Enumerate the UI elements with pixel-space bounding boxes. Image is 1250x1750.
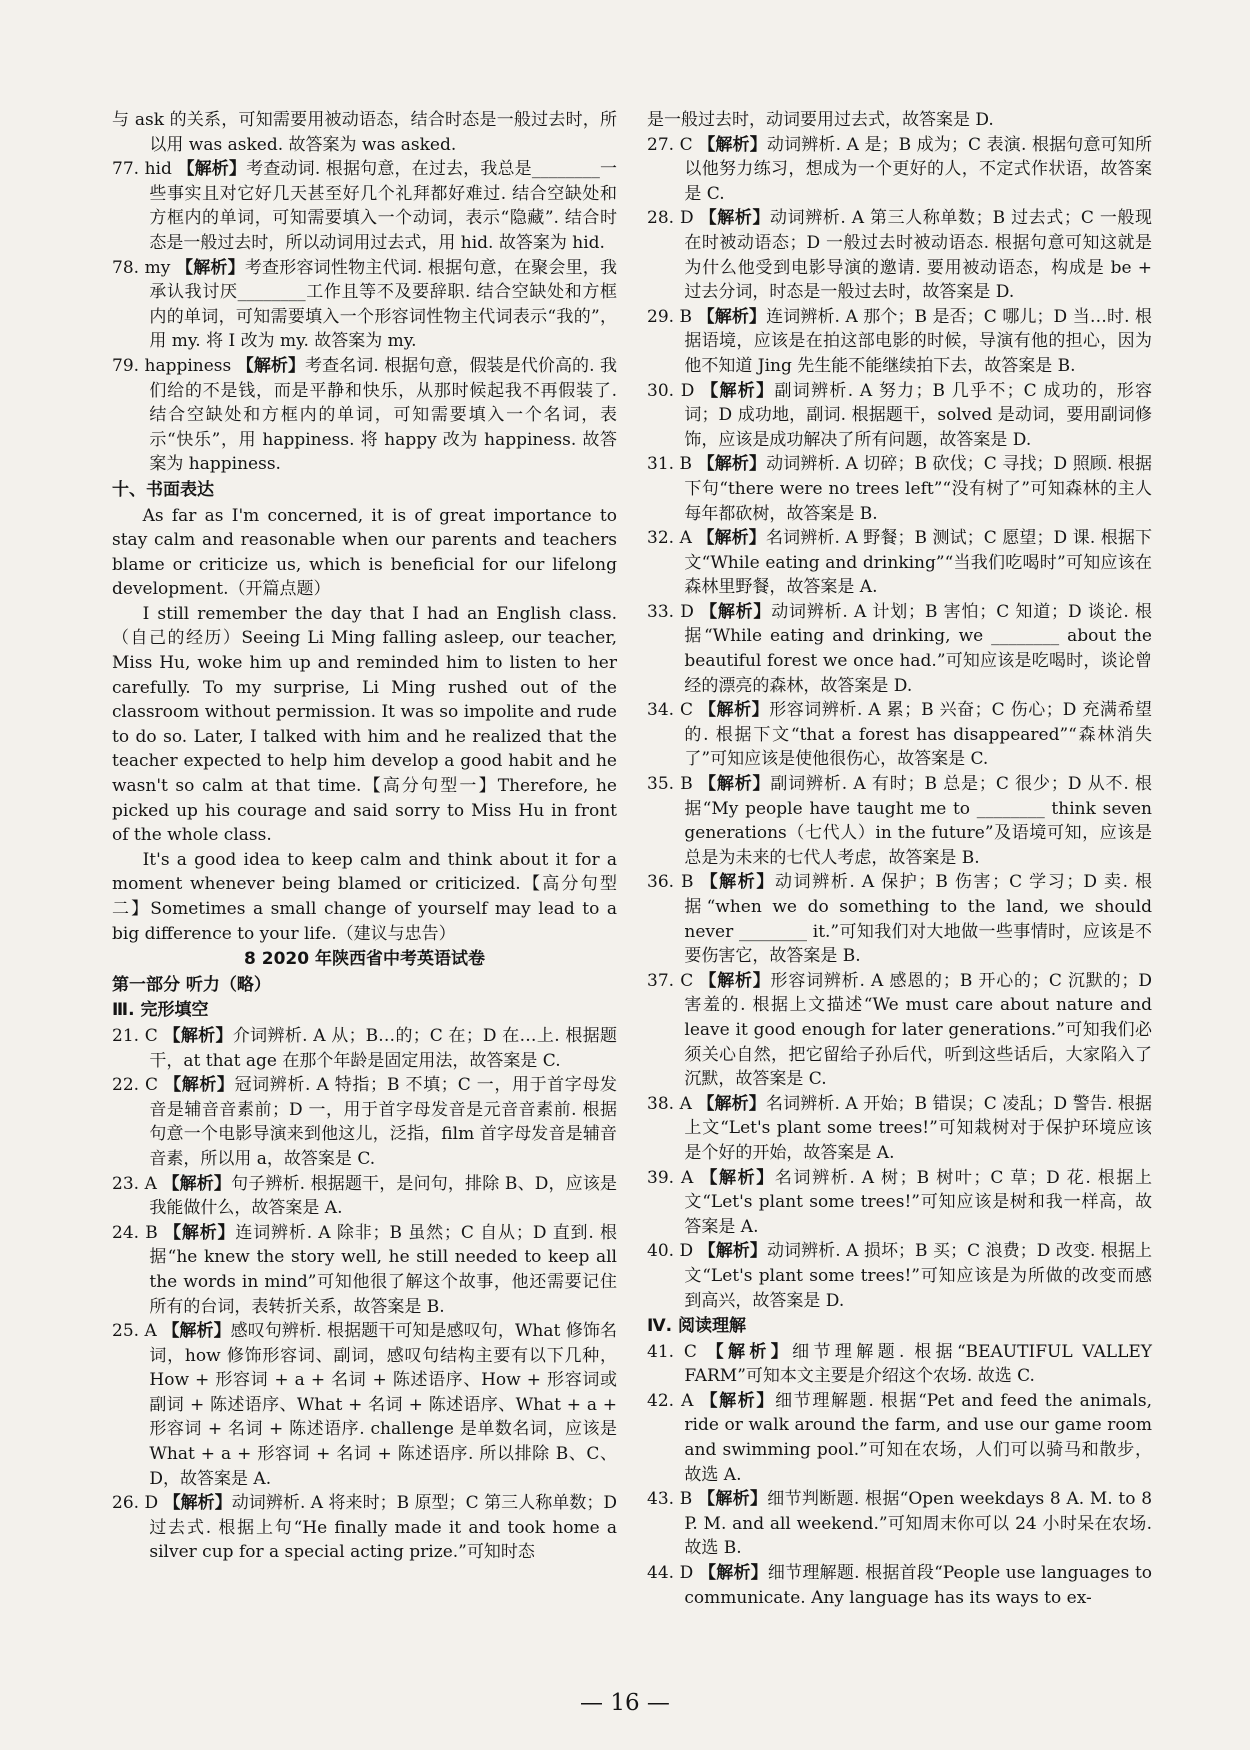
analysis-tag: 【解析】 <box>698 1563 768 1584</box>
analysis-tag: 【解析】 <box>162 1321 231 1342</box>
answer-item <box>112 1073 617 1171</box>
analysis-tag: 【解析】 <box>176 257 245 278</box>
answer-item <box>112 1319 617 1491</box>
analysis-tag: 【解析】 <box>698 134 767 155</box>
answer-text: 介词辨析. A 从；B…的；C 在；D 在…上. 根据题干，at that age 在那个年龄是固定用法，故答案是 C. <box>149 1025 618 1071</box>
section-heading: 十、书面表达 <box>112 479 214 500</box>
answer-number: 24. B <box>112 1222 158 1243</box>
answer-text: 形容词辨析. A 累；B 兴奋；C 伤心；D 充满希望的. 根据下文“that a forest has disappeared”“森林消失了”可知应该是使他很伤心，故答案是 C. <box>684 700 1153 770</box>
answer-text: 细节理解题. 根据首段“People use languages to communicate. Any language has its ways to ex- <box>684 1563 1153 1608</box>
answer-text: 动词辨析. A 损坏；B 买；C 浪费；D 改变. 根据上文“Let's plant some trees!”可知应该是为所做的改变而感到高兴，故答案是 D. <box>684 1241 1153 1311</box>
answer-text: 动词辨析. A 将来时；B 原型；C 第三人称单数；D 过去式. 根据上句“He finally made it and took home a silver cup for a special acting prize.”可知时态 <box>149 1493 618 1563</box>
essay-paragraph: I still remember the day that I had an English class.（自己的经历）Seeing Li Ming falling asleep, our teacher, Miss Hu, woke him up and reminded him to listen to her carefully. To my surprise, Li Ming rushed out of the classroom without permission. It was so impolite and rude to do so. Later, I talked with him and he realized that the teacher expected to help him develop a good habit and he wasn't so calm at that time.【高分句型一】Therefore, he picked up his courage and said sorry to Miss Hu in front of the whole class. <box>112 603 617 846</box>
answer-item <box>647 526 1152 600</box>
answer-number: 21. C <box>112 1025 158 1046</box>
answer-text: 名词辨析. A 野餐；B 测试；C 愿望；D 课. 根据下文“While eating and drinking”“当我们吃喝时”可知应该在森林里野餐，故答案是 A. <box>684 528 1153 598</box>
answer-item <box>647 108 1152 133</box>
answer-item <box>647 206 1152 304</box>
analysis-tag: 【解析】 <box>698 1241 767 1262</box>
analysis-tag: 【解析】 <box>699 970 771 991</box>
answer-item <box>647 133 1152 207</box>
answer-text: 副词辨析. A 有时；B 总是；C 很少；D 从不. 根据“My people have taught me to ________ think seven generations（七代人）in the future”及语境可知，应该是总是为未来的七代人考虑，故答案是 B. <box>684 774 1153 868</box>
answer-item <box>112 256 617 354</box>
answer-item <box>647 772 1152 870</box>
answer-number: 27. C <box>647 134 693 155</box>
answer-item <box>647 1166 1152 1240</box>
analysis-tag: 【解析】 <box>699 208 771 229</box>
answer-text: 动词辨析. A 保护；B 伤害；C 学习；D 卖. 根据“when we do something to the land, we should never ________ it.”可知我们对大地做一些事情时，应该是不要伤害它，故答案是 B. <box>684 872 1152 967</box>
right-column <box>647 108 1152 1610</box>
analysis-tag: 【解析】 <box>177 159 247 180</box>
analysis-tag: 【解析】 <box>697 306 767 327</box>
answer-text: 名词辨析. A 开始；B 错误；C 凌乱；D 警告. 根据上文“Let's plant some trees!”可知栽树对于保护环境应该是个好的开始，故答案是 A. <box>684 1093 1153 1163</box>
analysis-tag: 【解析】 <box>163 1493 232 1514</box>
answer-number: 38. A <box>647 1093 692 1114</box>
left-column <box>112 108 617 1565</box>
answer-item <box>647 1092 1152 1166</box>
answer-item <box>647 452 1152 526</box>
answer-text: 考查形容词性物主代词. 根据句意，在聚会里，我承认我讨厌________工作且等不及要辞职. 结合空缺处和方框内的单词，可知需要填入一个形容词性物主代词表示“我的”，用 my. 将 I 改为 my. 故答案为 my. <box>149 257 618 352</box>
answer-number: 30. D <box>647 380 695 401</box>
answer-item <box>647 600 1152 698</box>
analysis-tag: 【解析】 <box>164 1075 235 1096</box>
analysis-tag: 【解析】 <box>697 528 766 549</box>
answer-item <box>112 354 617 477</box>
answer-text: 动词辨析. A 计划；B 害怕；C 知道；D 谈论. 根据“While eating and drinking, we ________ about the beautiful forest we once had.”可知应该是吃喝时，谈论曾经的漂亮的森林，故答案是 D. <box>684 601 1153 696</box>
answer-number: 78. my <box>112 257 171 278</box>
answer-number: 31. B <box>647 454 693 475</box>
analysis-tag: 【解析】 <box>162 1173 232 1194</box>
answer-item <box>112 1491 617 1565</box>
answer-text: 细节判断题. 根据“Open weekdays 8 A. M. to 8 P. M. and all weekend.”可知周末你可以 24 小时呆在农场. 故选 B. <box>684 1489 1153 1559</box>
answer-number: 43. B <box>647 1489 693 1510</box>
answer-number: 77. hid <box>112 159 172 180</box>
analysis-tag: 【解析】 <box>700 872 775 893</box>
answer-text: 动词辨析. A 切碎；B 砍伐；C 寻找；D 照顾. 根据下句“there were no trees left”“没有树了”可知森林的主人每年都砍树，故答案是 B. <box>684 454 1153 524</box>
answer-item <box>647 698 1152 772</box>
answer-text: 连词辨析. A 除非；B 虽然；C 自从；D 直到. 根据“he knew the story well, he still needed to keep all the words in mind”可知他很了解这个故事，他还需要记住所有的台词，表转折关系，故答案是 B. <box>149 1222 618 1317</box>
answer-text: 冠词辨析. A 特指；B 不填；C 一，用于首字母发音是辅音音素前；D 一，用于首字母发音是元音音素前. 根据句意一个电影导演来到他这儿，泛指，film 首字母发音是辅音音素，所以用 a，故答案是 C. <box>149 1075 618 1169</box>
answer-item <box>647 305 1152 379</box>
answer-text: 考查动词. 根据句意，在过去，我总是________一些事实且对它好几天甚至好几个礼拜都好难过. 结合空缺处和方框内的单词，可知需要填入一个动词，表示“隐藏”. 结合时态是一般过去时，所以动词用过去式，用 hid. 故答案为 hid. <box>149 159 618 253</box>
answer-text: 细节理解题. 根据“BEAUTIFUL VALLEY FARM”可知本文主要是介绍这个农场. 故选 C. <box>684 1341 1152 1387</box>
section-heading: Ⅳ. 阅读理解 <box>647 1316 747 1337</box>
analysis-tag: 【解析】 <box>701 380 775 401</box>
answer-text: 是一般过去时，动词要用过去式，故答案是 D. <box>647 110 994 130</box>
essay-paragraph: As far as I'm concerned, it is of great importance to stay calm and reasonable when our parents and teachers blame or criticize us, which is beneficial for our lifelong development.（开篇点题） <box>112 505 617 600</box>
answer-text: 与 ask 的关系，可知需要用被动语态，结合时态是一般过去时，所以用 was asked. 故答案为 was asked. <box>112 110 617 155</box>
analysis-tag: 【解析】 <box>164 1222 236 1243</box>
answer-number: 35. B <box>647 774 693 795</box>
answer-item <box>647 969 1152 1092</box>
analysis-tag: 【解析】 <box>700 1390 776 1411</box>
answer-number: 33. D <box>647 601 694 622</box>
answer-item <box>112 1024 617 1073</box>
answer-text: 感叹句辨析. 根据题干可知是感叹句，What 修饰名词，how 修饰形容词、副词，感叹句结构主要有以下几种，How + 形容词 + a + 名词 + 陈述语序、How + 形容词或副词 + 陈述语序、What + 名词 + 陈述语序、What + a + 形容词 + 名词 + 陈述语序. challenge 是单数名词，应该是 What + a + 形容词 + 名词 + 陈述语序. 所以排除 B、C、D，故答案是 A. <box>149 1321 618 1489</box>
answer-item <box>647 870 1152 968</box>
answer-item <box>112 157 617 255</box>
answer-text: 考查名词. 根据句意，假装是代价高的. 我们给的不是钱，而是平静和快乐，从那时候起我不再假装了. 结合空缺处和方框内的单词，可知需要填入一个名词，表示“快乐”，用 happiness. 将 happy 改为 happiness. 故答案为 happiness. <box>149 355 617 475</box>
exam-title: 8 2020 年陕西省中考英语试卷 <box>244 949 485 970</box>
answer-number: 39. A <box>647 1167 694 1188</box>
answer-number: 41. C <box>647 1341 697 1362</box>
section-heading: 第一部分 听力（略） <box>112 974 271 995</box>
answer-text: 连词辨析. A 那个；B 是否；C 哪儿；D 当…时. 根据语境，应该是在拍这部电影的时候，导演有他的担心，因为他不知道 Jing 先生能不能继续拍下去，故答案是 B. <box>684 306 1153 376</box>
answer-number: 34. C <box>647 700 694 721</box>
analysis-tag: 【解析】 <box>698 1489 768 1510</box>
answer-item <box>647 1487 1152 1561</box>
essay-paragraph: It's a good idea to keep calm and think about it for a moment whenever being blamed or criticized.【高分句型二】Sometimes a small change of yourself may lead to a big difference to your life.（建议与忠告） <box>112 849 617 944</box>
answer-text: 句子辨析. 根据题干，是问句，排除 B、D，应该是我能做什么，故答案是 A. <box>149 1173 617 1219</box>
answer-text: 名词辨析. A 树；B 树叶；C 草；D 花. 根据上文“Let's plant some trees!”可知应该是树和我一样高，故答案是 A. <box>684 1167 1153 1237</box>
answer-number: 29. B <box>647 306 693 327</box>
analysis-tag: 【解析】 <box>700 1167 775 1188</box>
answer-text: 动词辨析. A 第三人称单数；B 过去式；C 一般现在时被动语态；D 一般过去时被动语态. 根据句意可知这就是为什么他受到电影导演的邀请. 要用被动语态，构成是 be + 过去分词，时态是一般过去时，故答案是 D. <box>684 208 1153 303</box>
analysis-tag: 【解析】 <box>700 601 772 622</box>
answer-item <box>647 1239 1152 1313</box>
analysis-tag: 【解析】 <box>236 355 306 376</box>
analysis-tag: 【解析】 <box>697 454 767 475</box>
answer-number: 28. D <box>647 208 694 229</box>
answer-number: 79. happiness <box>112 355 232 376</box>
analysis-tag: 【解析】 <box>698 700 770 721</box>
page-number: — 16 — <box>580 1690 670 1716</box>
answer-text: 副词辨析. A 努力；B 几乎不；C 成功的，形容词；D 成功地，副词. 根据题干，solved 是动词，要用副词修饰，应该是成功解决了所有问题，故答案是 D. <box>684 380 1153 450</box>
answer-item <box>112 1172 617 1221</box>
answer-item <box>647 1340 1152 1389</box>
answer-text: 动词辨析. A 是；B 成为；C 表演. 根据句意可知所以他努力练习，想成为一个更好的人，不定式作状语，故答案是 C. <box>684 134 1152 204</box>
section-heading: Ⅲ. 完形填空 <box>112 1000 209 1021</box>
answer-item <box>647 1561 1152 1610</box>
answer-number: 42. A <box>647 1390 694 1411</box>
analysis-tag: 【解析】 <box>699 774 771 795</box>
analysis-tag: 【解析】 <box>697 1093 766 1114</box>
answer-number: 44. D <box>647 1563 694 1584</box>
answer-number: 40. D <box>647 1241 694 1262</box>
answer-number: 25. A <box>112 1321 157 1342</box>
answer-number: 32. A <box>647 528 692 549</box>
answer-item <box>647 379 1152 453</box>
answer-number: 22. C <box>112 1075 159 1096</box>
answer-item <box>647 1389 1152 1487</box>
answer-text: 形容词辨析. A 感恩的；B 开心的；C 沉默的；D 害羞的. 根据上文描述“We must care about nature and leave it good enough for later generations.”可知我们必须关心自然，把它留给子孙后代，听到这些话后，大家陷入了沉默，故答案是 C. <box>684 970 1152 1090</box>
answer-number: 23. A <box>112 1173 157 1194</box>
analysis-tag: 【解析】 <box>163 1025 233 1046</box>
answer-item <box>112 1221 617 1319</box>
analysis-tag: 【解析】 <box>706 1341 793 1362</box>
answer-text: 细节理解题. 根据“Pet and feed the animals, ride or walk around the farm, and use our game room and swimming pool.”可知在农场，人们可以骑马和散步，故选 A. <box>684 1390 1153 1485</box>
answer-number: 26. D <box>112 1493 159 1514</box>
answer-number: 37. C <box>647 970 694 991</box>
answer-item <box>112 108 617 157</box>
answer-number: 36. B <box>647 872 694 893</box>
